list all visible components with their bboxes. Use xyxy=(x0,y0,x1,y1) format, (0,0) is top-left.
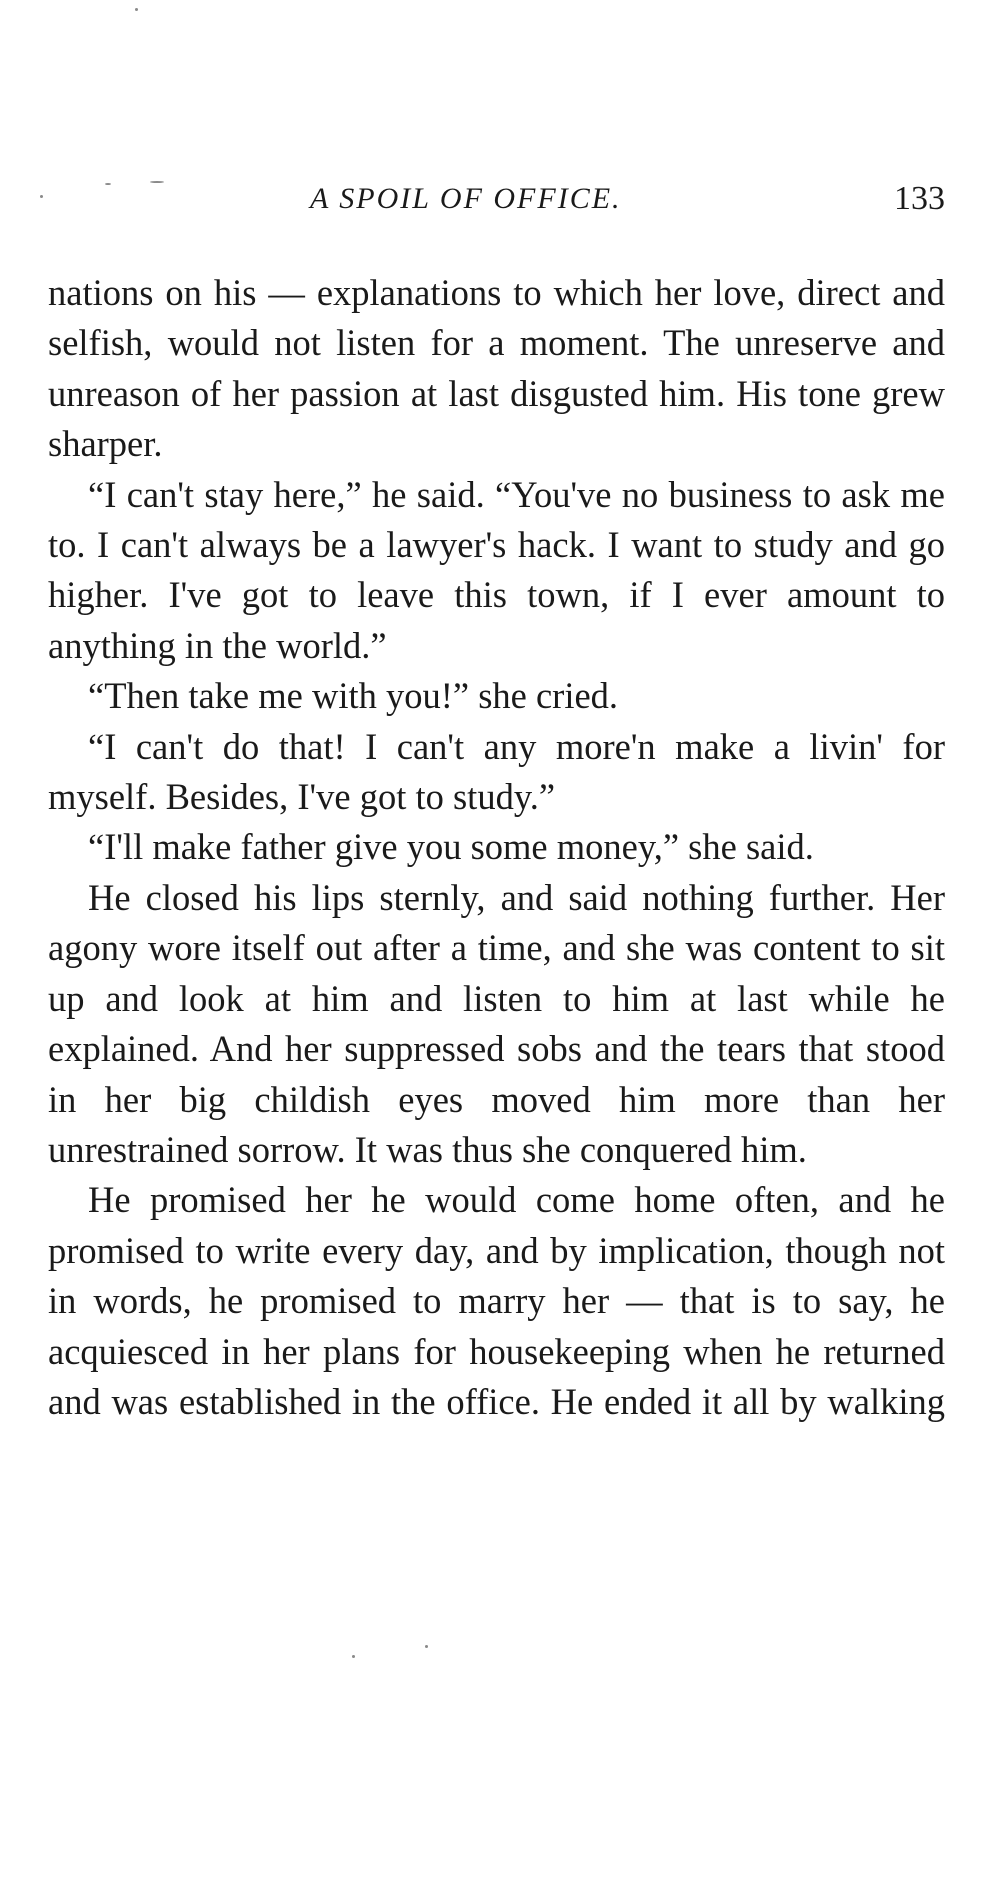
page-header xyxy=(48,176,945,226)
running-title: A SPOIL OF OFFICE. xyxy=(310,182,622,215)
paragraph: He promised her he would come home often, and he promised to write every day, and by implication, though not in words, he promised to marry her — that is to say, he acquiesced in her plans for housekeeping when he returned and was established in the office. He ended it all by walking xyxy=(48,1179,945,1422)
scan-speck xyxy=(425,1645,428,1648)
scan-speck xyxy=(40,195,43,198)
paragraph: “I can't do that! I can't any more'n make a livin' for myself. Besides, I've got to study.” xyxy=(48,725,945,818)
paragraph: nations on his — explanations to which her love, direct and selfish, would not listen for a moment. The unreserve and unreason of her passion at last disgusted him. His tone grew sharper. xyxy=(48,272,945,465)
paragraph: “I'll make father give you some money,” she said. xyxy=(88,826,814,868)
page-number: 133 xyxy=(894,180,945,217)
paragraph: “Then take me with you!” she cried. xyxy=(88,675,619,717)
scan-speck xyxy=(135,8,138,11)
paragraph: “I can't stay here,” he said. “You've no business to ask me to. I can't always be a lawyer's hack. I want to study and go higher. I've got to leave this town, if I ever amount to anything in the world.” xyxy=(48,473,945,666)
scan-speck xyxy=(352,1655,355,1658)
paragraph: He closed his lips sternly, and said nothing further. Her agony wore itself out after a time, and she was content to sit up and look at him and listen to him at last while he explained. And her suppressed sobs and the tears that stood in her big childish eyes moved him more than her unrestrained sorrow. It was thus she conquered him. xyxy=(48,876,945,1170)
body-text xyxy=(48,268,945,1427)
